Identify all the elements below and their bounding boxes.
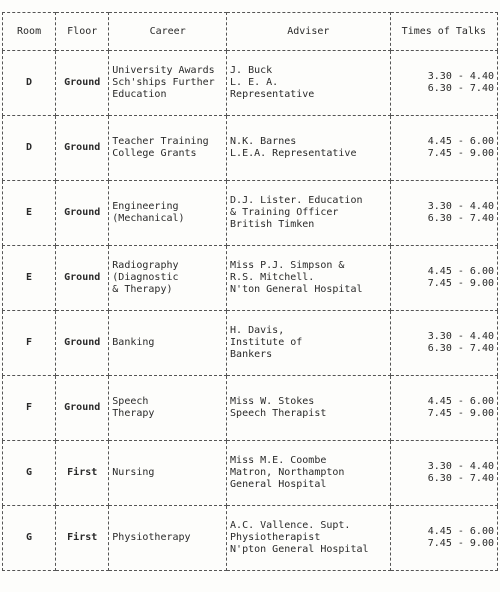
times-cell: 3.30 - 4.40 6.30 - 7.40 <box>390 51 497 116</box>
adviser-cell: Miss P.J. Simpson & R.S. Mitchell. N'ton General Hospital <box>227 246 391 311</box>
times-cell: 3.30 - 4.40 6.30 - 7.40 <box>390 311 497 376</box>
talks-schedule-table <box>2 12 498 571</box>
floor-cell: Ground <box>56 376 109 441</box>
career-cell: Physiotherapy <box>109 506 227 571</box>
adviser-cell: J. Buck L. E. A. Representative <box>227 51 391 116</box>
room-cell: D <box>3 116 56 181</box>
times-cell: 4.45 - 6.00 7.45 - 9.00 <box>390 506 497 571</box>
room-cell: F <box>3 376 56 441</box>
adviser-cell: Miss W. Stokes Speech Therapist <box>227 376 391 441</box>
table-row <box>3 506 498 571</box>
room-cell: F <box>3 311 56 376</box>
times-cell: 4.45 - 6.00 7.45 - 9.00 <box>390 116 497 181</box>
header-career: Career <box>109 13 227 51</box>
header-floor: Floor <box>56 13 109 51</box>
times-cell: 3.30 - 4.40 6.30 - 7.40 <box>390 441 497 506</box>
table-row <box>3 246 498 311</box>
floor-cell: Ground <box>56 51 109 116</box>
room-cell: D <box>3 51 56 116</box>
adviser-cell: N.K. Barnes L.E.A. Representative <box>227 116 391 181</box>
floor-cell: Ground <box>56 116 109 181</box>
career-cell: Teacher Training College Grants <box>109 116 227 181</box>
table-row <box>3 311 498 376</box>
header-room: Room <box>3 13 56 51</box>
career-cell: Banking <box>109 311 227 376</box>
adviser-cell: H. Davis, Institute of Bankers <box>227 311 391 376</box>
room-cell: G <box>3 441 56 506</box>
career-cell: Engineering (Mechanical) <box>109 181 227 246</box>
adviser-cell: D.J. Lister. Education & Training Officer British Timken <box>227 181 391 246</box>
room-cell: E <box>3 181 56 246</box>
header-adviser: Adviser <box>227 13 391 51</box>
floor-cell: Ground <box>56 246 109 311</box>
times-cell: 4.45 - 6.00 7.45 - 9.00 <box>390 376 497 441</box>
floor-cell: First <box>56 506 109 571</box>
table-row <box>3 376 498 441</box>
table-row <box>3 441 498 506</box>
table-header-row <box>3 13 498 51</box>
table-row <box>3 116 498 181</box>
times-cell: 3.30 - 4.40 6.30 - 7.40 <box>390 181 497 246</box>
adviser-cell: Miss M.E. Coombe Matron, Northampton General Hospital <box>227 441 391 506</box>
career-cell: Nursing <box>109 441 227 506</box>
floor-cell: Ground <box>56 181 109 246</box>
table-row <box>3 181 498 246</box>
career-cell: University Awards Sch'ships Further Education <box>109 51 227 116</box>
career-cell: Speech Therapy <box>109 376 227 441</box>
career-cell: Radiography (Diagnostic & Therapy) <box>109 246 227 311</box>
floor-cell: Ground <box>56 311 109 376</box>
header-times: Times of Talks <box>390 13 497 51</box>
adviser-cell: A.C. Vallence. Supt. Physiotherapist N'pton General Hospital <box>227 506 391 571</box>
floor-cell: First <box>56 441 109 506</box>
room-cell: G <box>3 506 56 571</box>
table-row <box>3 51 498 116</box>
times-cell: 4.45 - 6.00 7.45 - 9.00 <box>390 246 497 311</box>
room-cell: E <box>3 246 56 311</box>
